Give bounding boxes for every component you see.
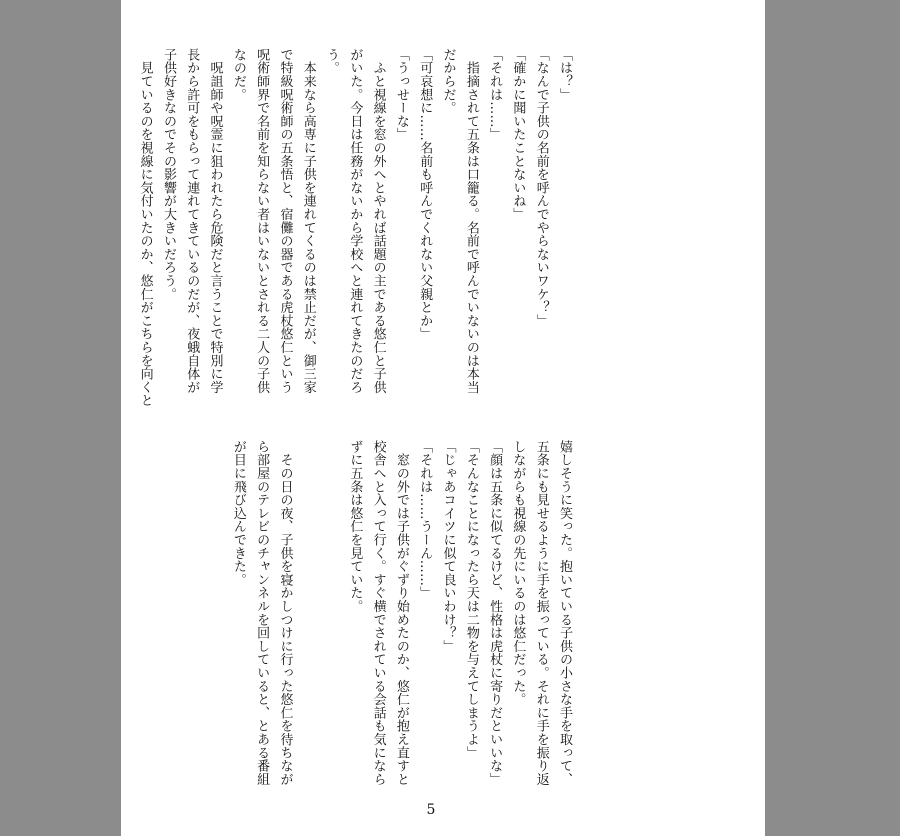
- top-line: なのだ。: [230, 48, 246, 102]
- bottom-line: [296, 440, 319, 785]
- bottom-line: 「それは……うーん……」: [417, 440, 433, 600]
- bottom-line: 「じゃあコイツに似て良いわけ？」: [440, 440, 456, 653]
- text-block-upper: [133, 48, 576, 408]
- bottom-line: 窓の外では子供がぐずり始めたのか、悠仁が抱え直すと: [393, 440, 409, 786]
- top-line: 長から許可をもらって連れてきているのだが、夜蛾自体が: [184, 48, 200, 394]
- bottom-line: ら部屋のテレビのチャンネルを回していると、とある番組: [254, 440, 270, 786]
- top-line: 「は？」: [557, 48, 572, 102]
- bottom-line: 「顔は五条に似てるけど、性格は虎杖に寄りだといいな」: [487, 440, 503, 786]
- document-page: [121, 0, 765, 836]
- text-block-lower: [227, 440, 576, 785]
- bottom-line: 嬉しそうに笑った。抱いている子供の小さな手を取って、: [557, 440, 572, 786]
- top-line: で特級呪術師の五条悟と、宿儺の器である虎杖悠仁という: [277, 48, 293, 394]
- bottom-line: 校舎へと入って行く。すぐ横でされている会話も気になら: [370, 440, 386, 786]
- top-line: 見ているのを視線に気付いたのか、悠仁がこちらを向くと: [137, 48, 153, 408]
- top-line: だからだ。: [440, 48, 456, 115]
- top-line: 本来なら高専に子供を連れてくるのは禁止だが、御三家: [300, 48, 316, 394]
- bottom-line: 五条にも見せるように手を振っている。それに手を振り返: [533, 440, 549, 786]
- top-line: 指摘されて五条は口籠る。名前で呼んでいないのは本当: [463, 48, 479, 394]
- bottom-line: ずに五条は悠仁を見ていた。: [347, 440, 363, 613]
- bottom-line: が目に飛び込んできた。: [230, 440, 246, 587]
- top-line: 「確かに聞いたことないね」: [510, 48, 526, 221]
- top-line: 呪詛師や呪霊に狙われたら危険だと言うことで特別に学: [207, 48, 223, 394]
- page-number: 5: [426, 802, 436, 818]
- top-line: 子供好きなのでその影響が大きいだろう。: [160, 48, 176, 301]
- top-line: 「なんで子供の名前を呼んでやらないワケ？」: [533, 48, 549, 328]
- top-line: う。: [324, 48, 340, 75]
- bottom-line: その日の夜、子供を寝かしつけに行った悠仁を待ちなが: [277, 440, 293, 786]
- top-line: 「うっせーな」: [393, 48, 409, 142]
- top-line: 呪術師界で名前を知らない者はいないとされる二人の子供: [254, 48, 270, 394]
- top-line: 「それは……」: [487, 48, 503, 142]
- top-line: がいた。今日は任務がないから学校へと連れてきたのだろ: [347, 48, 363, 394]
- bottom-line: [320, 440, 343, 785]
- bottom-line: 「そんなことになったら天は二物を与えてしまうよ」: [463, 440, 479, 760]
- top-line: ふと視線を窓の外へとやれば話題の主である悠仁と子供: [370, 48, 386, 394]
- bottom-line: しながらも視線の先にいるのは悠仁だった。: [510, 440, 526, 706]
- top-line: 「可哀想に……名前も呼んでくれない父親とか」: [417, 48, 433, 341]
